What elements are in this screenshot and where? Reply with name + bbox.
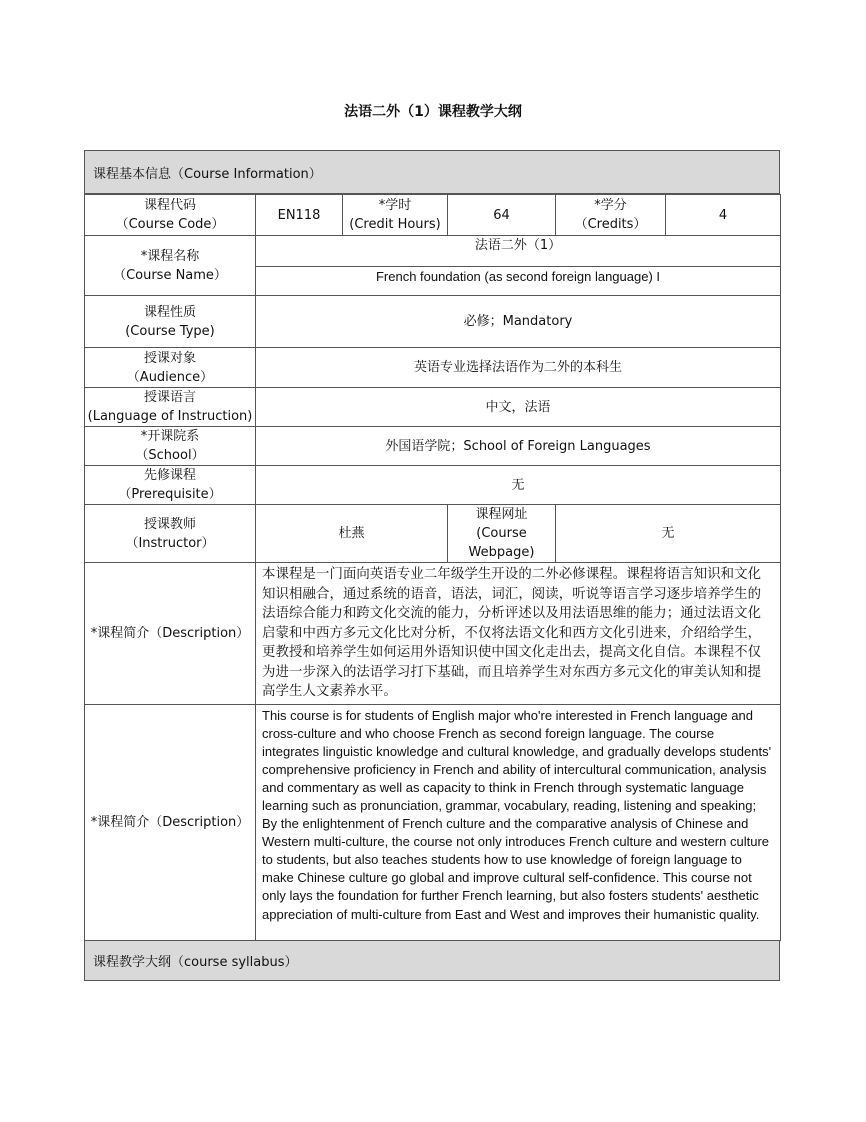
audience-label-en: （Audience） [126,369,214,385]
course-type-label-cn: 课程性质 [143,304,196,320]
prerequisite-label-cn: 先修课程 [143,468,196,483]
course-name-value-en: French foundation (as second foreign language) I [256,267,781,296]
webpage-label-cn: 课程网址 [475,507,528,522]
course-type-label-en: (Course Type) [125,323,215,339]
row-course-type [85,296,781,348]
row-school [85,427,781,466]
instructor-label-en: （Instructor） [125,535,215,551]
audience-label [85,348,256,388]
instructor-label-cn: 授课教师 [143,516,196,532]
course-code-label [85,195,256,236]
row-instructor [85,505,781,563]
prerequisite-label [85,466,256,505]
course-info-table [84,194,781,941]
credits-value: 4 [666,195,781,236]
school-value: 外国语学院；School of Foreign Languages [256,427,781,466]
prerequisite-value: 无 [256,466,781,505]
course-name-value-cn: 法语二外（1） [256,236,781,267]
row-course-code [85,195,781,236]
school-label-en: （School） [135,448,205,463]
language-value: 中文，法语 [256,388,781,427]
credit-hours-label-en: (Credit Hours) [349,217,441,232]
course-code-value: EN118 [256,195,343,236]
instructor-label [85,505,256,563]
row-description-cn [85,563,781,705]
language-label-en: (Language of Instruction) [87,409,253,424]
course-code-label-cn: 课程代码 [143,198,196,213]
school-label-cn: *开课院系 [140,429,200,444]
credit-hours-value: 64 [448,195,556,236]
school-label [85,427,256,466]
course-info-header [84,150,780,194]
course-code-label-en: （Course Code） [115,217,225,232]
course-type-label [85,296,256,348]
description-cn-text: 本课程是一门面向英语专业二年级学生开设的二外必修课程。课程将语言知识和文化知识相融合，通过系统的语音，语法，词汇，阅读，听说等语言学习逐步培养学生的法语综合能力和跨文化交流的能力，分析评述以及用法语思维的能力；通过法语文化启蒙和中西方多元文化比对分析，不仅将法语文化和西方文化引进来，介绍给学生，更教授和培养学生如何运用外语知识使中国文化走出去，提高文化自信。本课程不仅为进一步深入的法语学习打下基础，而且培养学生对东西方多元文化的审美认知和提高学生人文素养水平。 [256,563,781,705]
course-name-label-cn: *课程名称 [140,248,200,264]
description-en-text: This course is for students of English major who're interested in French language and cross-culture and who choose French as second foreign language. The course integrates linguistic knowledge and cultural knowledge, and gradually develops students' comprehensive proficiency in French and ability of intercultural communication, analysis and commentary as well as capacity to think in French through systematic language learning such as pronunciation, grammar, vocabulary, reading, listening and speaking; By the enlightenment of French culture and the comparative analysis of Chinese and Western multi-culture, the course not only introduces French culture and western culture to students, but also teaches students how to use knowledge of foreign language to make Chinese culture go global and improve cultural self-confidence. This course not only lays the foundation for further French learning, but also fosters students' aesthetic appreciation of multi-culture from East and West and improves their humanistic quality. [256,704,781,940]
description-cn-label: *课程简介（Description） [85,563,256,705]
course-name-label-en: （Course Name） [113,267,227,283]
webpage-label [448,505,556,563]
credits-label [556,195,666,236]
credits-label-en: （Credits） [574,217,647,232]
row-audience [85,348,781,388]
webpage-value: 无 [556,505,781,563]
credit-hours-label [343,195,448,236]
language-label [85,388,256,427]
row-course-name-cn [85,236,781,267]
course-name-label [85,236,256,296]
document-title: 法语二外（1）课程教学大纲 [344,104,522,120]
row-description-en [85,704,781,940]
syllabus-header-text: 课程教学大纲（course syllabus） [93,954,298,970]
instructor-value: 杜燕 [256,505,448,563]
prerequisite-label-en: （Prerequisite） [118,487,222,502]
credits-label-cn: *学分 [594,198,627,213]
description-en-label: *课程简介（Description） [85,704,256,940]
audience-label-cn: 授课对象 [143,350,196,366]
course-info-header-text: 课程基本信息（Course Information） [93,166,322,182]
course-info-document [84,150,780,981]
row-prerequisite [85,466,781,505]
credit-hours-label-cn: *学时 [378,198,412,213]
audience-value: 英语专业选择法语作为二外的本科生 [256,348,781,388]
language-label-cn: 授课语言 [143,390,196,405]
course-type-value: 必修；Mandatory [256,296,781,348]
syllabus-header [84,941,780,981]
row-language [85,388,781,427]
webpage-label-en: (Course Webpage) [468,526,535,560]
